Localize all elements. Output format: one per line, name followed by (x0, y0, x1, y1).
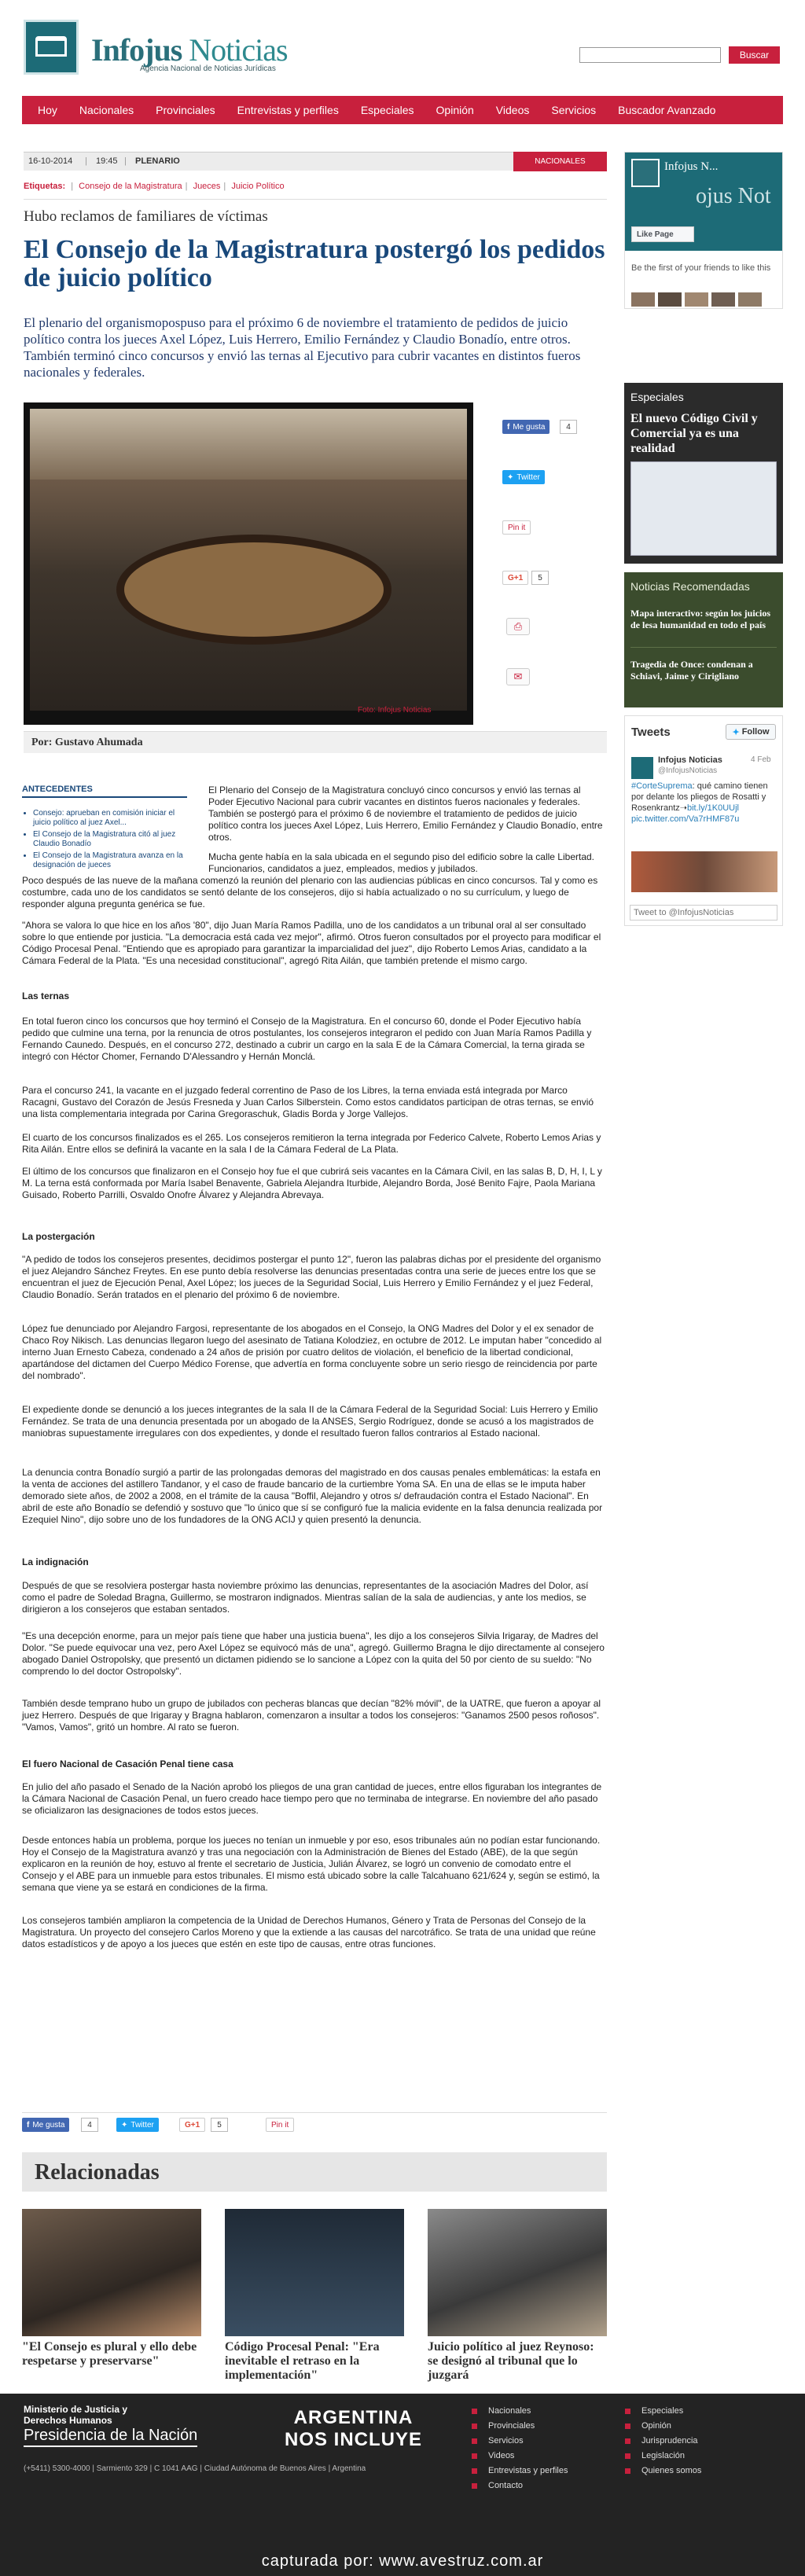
paragraph: Los consejeros también ampliaron la competencia de la Unidad de Derechos Humanos, Género y Trata de Personas del Consejo de la Magistratura. Un proyecto del consejero Carlos Moreno y que la extiende a las causas del narcotráfico. Se trata de una unidad que reúne datos estadísticos y de apoyo a los jueces que estén en este tipo de causas, entre otras funciones. (22, 1915, 596, 1949)
twitter-button[interactable]: ✦ Twitter (502, 470, 545, 484)
especiales-title: Especiales (630, 391, 684, 403)
tags-row: Etiquetas: | Consejo de la Magistratura | Jueces | Juicio Político (24, 182, 285, 191)
footer-link[interactable]: Jurisprudencia (625, 2434, 701, 2449)
tag-link[interactable]: Juicio Político (231, 182, 285, 191)
paragraph: El Plenario del Consejo de la Magistratura concluyó cinco concursos y envió las ternas al Poder Ejecutivo Nacional para cubrir vacantes en distintos fueros nacionales y federales. También se postergó para el próximo 6 de noviembre el tratamiento de pedidos de juicio político contra los jueces Axel López, Luis Herrero, Emilio Fernández y Claudio Bonadío, entre otros. (208, 785, 603, 843)
article-kicker: Hubo reclamos de familiares de víctimas (24, 208, 268, 225)
search-input[interactable] (579, 47, 721, 63)
nav-item-servicios[interactable]: Servicios (551, 104, 597, 116)
section-heading: Las ternas (22, 990, 70, 1001)
friend-avatar (738, 292, 762, 307)
paragraph: En total fueron cinco los concursos que hoy terminó el Consejo de la Magistratura. En el concurso 60, donde el Poder Ejecutivo había pedido que culmine una terna, por la renuncia de otros postulantes, los consejeros integraron el pedido con Juan María Ramos Padilla y Fernando Caunedo. Después, en el concurso 272, destinado a cubrir un cargo en la sala E de la Cámara Comercial, la terna girada se integró con Héctor Chomer, Fernando D'Alessandro y Hernán Monclá. (22, 1016, 592, 1062)
site-name-a: Infojus (91, 32, 182, 68)
site-name[interactable] (91, 31, 288, 68)
nav-item-nacionales[interactable]: Nacionales (79, 104, 134, 116)
pinterest-button[interactable]: Pin it (266, 2118, 294, 2132)
footer-argentina-logo[interactable]: ARGENTINA NOS INCLUYE (285, 2407, 423, 2450)
tag-link[interactable]: Jueces (193, 182, 221, 191)
nav-item-especiales[interactable]: Especiales (360, 104, 414, 116)
fb-avatar (631, 159, 660, 187)
article-headline: El Consejo de la Magistratura postergó los pedidos de juicio político (24, 235, 605, 292)
fb-cover-text: ojus Not (696, 184, 771, 208)
footer-col-1 (472, 2404, 568, 2493)
article-photo-frame (24, 402, 473, 725)
nav-item-entrevistas[interactable]: Entrevistas y perfiles (237, 104, 339, 116)
facebook-icon: f (507, 422, 510, 432)
site-logo-icon[interactable] (24, 20, 79, 75)
paragraph: La denuncia contra Bonadío surgió a partir de las prolongadas demoras del magistrado en dos causas penales emblemáticas: la estafa en la venta de acciones del astillero Tandanor, y el caso de fraude bancario de la curtiembre Yoma SA. En una de ellas se le imputa haber demorado siete años, de 2002 a 2008, en el trámite de la causa "Boffil, Alejandro y otros s/ defraudación contra el Estado Nacional". En abril de este año Bonadío se defendió y sostuvo que "lo único que sí se configuró fue la malicia evidente en la falsa denuncia realizada por Ezequiel Nino", dijo sobre uno de los fundadores de la ONG ACIJ y quien presentó la denuncia. (22, 1467, 603, 1525)
antecedentes-box (22, 785, 187, 873)
footer-link[interactable]: Nacionales (472, 2404, 568, 2419)
footer-link[interactable]: Quienes somos (625, 2464, 701, 2479)
paragraph: "Es una decepción enorme, para un mejor país tiene que haber una justicia buena", les dijo a los consejeros Silvia Irigaray, de Madres del Dolor. "Se puede equivocar una vez, pero Axel López se equivocó más de una", agregó. Guillermo Bragna le dijo directamente al consejero abogado Daniel Ostropolsky, que presentó un dictamen pidiendo se lo sancione a López con la quita del 50 por ciento de su sueldo: "No comprendo lo del doctor Ostropolsky". (22, 1630, 605, 1677)
antecedente-link[interactable]: • Consejo: aprueban en comisión iniciar el juicio político al juez Axel... (33, 809, 187, 828)
antecedente-link[interactable]: • El Consejo de la Magistratura citó al juez Claudio Bonadío (33, 830, 187, 849)
twitter-widget (624, 715, 783, 926)
especiales-image[interactable] (630, 461, 777, 556)
friend-avatar (658, 292, 682, 307)
tweet-to-input[interactable] (630, 905, 777, 921)
footer-link[interactable]: Opinión (625, 2419, 701, 2434)
tweet-text: #CorteSuprema: qué camino tienen por delante los pliegos de Rosatti y Rosenkrantz➝bit.ly/1K0UUjl pic.twitter.com/Va7rHMF87u (631, 781, 768, 824)
paragraph: Después de que se resolviera postergar hasta noviembre próximo las denuncias, representantes de la asociación Madres del Dolor, así como el padre de Soledad Bragna, Guillermo, se mostraron indignados. Mientras salían de la sala de audiencias, y ante los medios, se dirigieron a los consejeros que estaban sentados. (22, 1580, 589, 1615)
related-caption[interactable]: "El Consejo es plural y ello debe respetarse y preservarse" (22, 2340, 197, 2368)
fb-count: 4 (81, 2118, 98, 2132)
pinterest-button[interactable]: Pin it (502, 520, 531, 535)
gplus-count: 5 (211, 2118, 228, 2132)
tweet-handle: @InfojusNoticias (658, 766, 718, 775)
book-icon (35, 36, 67, 57)
tweet-link[interactable]: bit.ly/1K0UUjl (686, 803, 739, 813)
section-heading: La postergación (22, 1231, 95, 1242)
footer-ministry[interactable]: Ministerio de Justicia y Derechos Humanos (24, 2404, 128, 2426)
fb-like-button[interactable]: f Me gusta (502, 420, 550, 434)
tweets-title: Tweets (631, 726, 671, 739)
footer-link[interactable]: Servicios (472, 2434, 568, 2449)
friend-avatar (631, 292, 655, 307)
section-heading: El fuero Nacional de Casación Penal tiene casa (22, 1758, 233, 1769)
site-subtitle: Agencia Nacional de Noticias Jurídicas (140, 64, 276, 73)
site-name-b: Noticias (189, 32, 288, 68)
tags-label: Etiquetas: (24, 182, 66, 191)
footer-address: (+5411) 5300-4000 | Sarmiento 329 | C 1041 AAG | Ciudad Autónoma de Buenos Aires | Argentina (24, 2464, 366, 2473)
nav-item-hoy[interactable]: Hoy (38, 104, 57, 116)
related-image[interactable] (428, 2209, 607, 2336)
paragraph: El cuarto de los concursos finalizados es el 265. Los consejeros remitieron la terna integrada por Federico Calvete, Roberto Lemos Arias y Rita Ailán. Entre ellos se definirá la vacante en la sala I de la Cámara Federal de La Plata. (22, 1132, 601, 1155)
footer-link[interactable]: Contacto (472, 2479, 568, 2493)
search-button[interactable]: Buscar (729, 46, 780, 64)
print-icon[interactable]: ⎙ (506, 618, 530, 635)
twitter-icon: ✦ (732, 727, 740, 737)
paragraph: El último de los concursos que finalizaron en el Consejo hoy fue el que cubrirá seis vacantes en la Cámara Civil, en las salas B, D, H, I, L y M. La terna está conformada por María Isabel Benavente, Gabriela Alejandra Iturbide, Alejandro Borda, José Benito Fajre, Paola Mariana Guisado, Roberto Parrilli, Osvaldo Onofre Álvarez y Alejandra Abrevaya. (22, 1166, 602, 1200)
paragraph: El expediente donde se denunció a los jueces integrantes de la sala II de la Cámara Federal de la Seguridad Social: Luis Herrero y Emilio Fernández. Se trata de una denuncia presentada por un abogado de la ANSES, Sergio Rodríguez, donde se acusó a los magistrados de maniobras supuestamente irregulares con dos expedientes, y donde el resultado fueron fallos contrarios al Estado nacional. (22, 1404, 598, 1439)
divider (630, 647, 777, 648)
gplus-button[interactable]: G+1 (179, 2118, 205, 2132)
category-badge[interactable]: NACIONALES (513, 152, 607, 171)
recommended-link[interactable]: Mapa interactivo: según los juicios de lesa humanidad en todo el país (630, 608, 770, 630)
email-icon[interactable]: ✉ (506, 668, 530, 685)
paragraph: En julio del año pasado el Senado de la Nación aprobó los pliegos de una gran cantidad de jueces, entre ellos figuraban los integrantes de la Cámara Nacional de Casación Penal, un fuero creado hace tiempo pero que no terminaba de integrarse. En noviembre del año pasado se oficializaron las designaciones de todos estos jueces. (22, 1781, 602, 1816)
article-photo[interactable] (30, 409, 467, 711)
antecedentes-title: ANTECEDENTES (22, 785, 187, 798)
twitter-button[interactable]: ✦ Twitter (116, 2118, 159, 2132)
tweet-hashtag[interactable]: #CorteSuprema (631, 781, 693, 791)
fb-page-title[interactable]: Infojus N... (664, 160, 719, 173)
fb-like-page-button[interactable]: Like Page (631, 226, 694, 242)
friend-avatar (685, 292, 708, 307)
meta-sep: | (124, 156, 127, 166)
tweet-image[interactable] (631, 851, 777, 892)
twitter-icon: ✦ (507, 472, 514, 482)
especiales-headline[interactable]: El nuevo Código Civil y Comercial ya es una realidad (630, 412, 758, 455)
footer-link[interactable]: Entrevistas y perfiles (472, 2464, 568, 2479)
article-time: 19:45 (96, 156, 118, 166)
related-caption[interactable]: Juicio político al juez Reynoso: se designó al tribunal que lo juzgará (428, 2340, 594, 2382)
paragraph: "A pedido de todos los consejeros presentes, decidimos postergar el punto 12", fueron las palabras dichas por el presidente del organismo el juez Alejandro Sánchez Freytes. En ese punto debía resolverse las denuncias presentadas contra una serie de jueces entre los que se encuentran el juez de Ejecución Penal, Axel López; los jueces de la Seguridad Social, Luis Herrero y Emilio Fernández y el juez Federal, Claudio Bonadío. Serán tratados en el plenario del próximo 6 de noviembre. (22, 1254, 601, 1300)
footer-link[interactable]: Legislación (625, 2449, 701, 2464)
paragraph: Mucha gente había en la sala ubicada en el segundo piso del edificio sobre la calle Libertad. Funcionarios, candidatos a juez, empleados, medios y jubilados. (208, 851, 595, 874)
tag-link[interactable]: Consejo de la Magistratura (79, 182, 182, 191)
recommended-box (624, 572, 783, 707)
fb-friends-text: Be the first of your friends to like this (631, 263, 771, 273)
gplus-count: 5 (531, 571, 549, 585)
nav-item-provinciales[interactable]: Provinciales (156, 104, 215, 116)
capture-credit: capturada por: www.avestruz.com.ar (261, 2552, 544, 2570)
footer-link[interactable]: Especiales (625, 2404, 701, 2419)
tweet-link[interactable]: pic.twitter.com/Va7rHMF87u (631, 814, 740, 824)
facebook-page-widget (624, 152, 783, 309)
paragraph: López fue denunciado por Alejandro Fargosi, representante de los abogados en el Consejo, la ONG Madres del Dolor y el ex senador de Chaco Roy Nikisch. Las denuncias llegaron luego del asesinato de Tatiana Kolodziez, en octubre de 2012. Le imputan haber "concedido al interno Juan Ernesto Cabeza, condenado a 24 años de prisión por cuatro delitos de violación, el beneficio de la libertad condicional, apartándose del dictamen del Cuerpo Médico Forense, que advertía en forma concluyente sobre un serio riesgo de reincidencia por parte del nombrado". (22, 1323, 602, 1381)
paragraph: "Ahora se valora lo que hice en los años '80", dijo Juan María Ramos Padilla, uno de los candidatos a un tribunal oral al ser consultado sobre lo que entiende por justicia. "La democracia está cada vez mejor", afirmó. Otros fueron consultados por el proyecto para modificar el Código Procesal Penal. "Entiendo que es apropiado para garantizar la imparcialidad del juez", dijo Roberto Lemos Arias, candidato a la Cámara Federal de la Plata. "Es una necesidad constitucional", agregó Rita Ailán, que también pretende el mismo cargo. (22, 920, 601, 966)
footer-presidencia[interactable]: Presidencia de la Nación (24, 2427, 197, 2447)
facebook-icon: f (27, 2120, 30, 2130)
section-heading: La indignación (22, 1556, 89, 1567)
footer-col-2 (625, 2404, 701, 2479)
twitter-icon: ✦ (121, 2120, 128, 2130)
nav-item-buscador[interactable]: Buscador Avanzado (618, 104, 716, 116)
paragraph: Desde entonces había un problema, porque los jueces no tenían un inmueble y por eso, esos tribunales aún no podían estar funcionando. Hoy el Consejo de la Magistratura avanzó y tras una negociación con la Administración de Bienes del Estado (ABE), de la que según explicaron en la reunión de hoy, estuvo al frente el secretario de Justicia, Julián Álvarez, se logró un convenio de comodato entre el Consejo y el ABE para un inmueble para estos tribunales. El mismo está ubicado sobre la calle Talcahuano 621/624 y, según se estimó, la semana que viene ya se estará en condiciones de la firma. (22, 1835, 601, 1893)
paragraph: Poco después de las nueve de la mañana comenzó la reunión del plenario con las audiencias públicas en cinco concursos. Tal y como es costumbre, cada uno de los candidatos se sentó delante de los consejeros, dijo si había actualizado o no su currículum, y luego de responder alguna pregunta genérica se fue. (22, 875, 598, 910)
especiales-box (624, 383, 783, 564)
related-image[interactable] (225, 2209, 404, 2336)
photo-credit: Foto: Infojus Noticias (358, 706, 432, 715)
tweet-date[interactable]: 4 Feb (751, 755, 771, 764)
bottom-share-bar (22, 2112, 607, 2131)
related-title: Relacionadas (35, 2160, 160, 2185)
fb-cover (625, 153, 782, 251)
related-image[interactable] (22, 2209, 201, 2336)
paragraph: Para el concurso 241, la vacante en el juzgado federal correntino de Paso de los Libres, la terna enviada está integrada por Marco Racagni, Gustavo del Corazón de Jesús Fresneda y Juan Carlos Silberstein. Como estos candidatos participan de otras ternas, se envió una lista complementaria integrada por Carina Gregoraschuk, Gladis Borda y Jorge Vallejos. (22, 1085, 594, 1119)
footer-link[interactable]: Videos (472, 2449, 568, 2464)
related-caption[interactable]: Código Procesal Penal: "Era inevitable el retraso en la implementación" (225, 2340, 380, 2382)
friend-avatar (711, 292, 735, 307)
footer-link[interactable]: Provinciales (472, 2419, 568, 2434)
recommended-title: Noticias Recomendadas (630, 580, 750, 593)
paragraph: También desde temprano hubo un grupo de jubilados con pecheras blancas que decían "82% móvil", de la UATRE, que fueron a apoyar al juez Herrero. Después de que Irigaray y Bragna hablaron, comenzaron a insultar a todos los consejeros: "Ganamos 2500 pesos roñosos". "Vamos, Vamos", gritó un hombre. Al rato se fueron. (22, 1698, 601, 1733)
antecedente-link[interactable]: • El Consejo de la Magistratura avanza en la designación de jueces (33, 851, 187, 870)
twitter-follow-button[interactable]: ✦ Follow (726, 724, 776, 740)
recommended-link[interactable]: Tragedia de Once: condenan a Schiavi, Jaime y Cirigliano (630, 659, 753, 682)
fb-count: 4 (560, 420, 577, 434)
byline: Por: Gustavo Ahumada (31, 737, 143, 748)
nav-item-videos[interactable]: Videos (495, 104, 530, 116)
meta-sep: | (85, 156, 87, 166)
article-section: PLENARIO (135, 156, 180, 166)
divider (24, 199, 607, 200)
tweet-author[interactable]: Infojus Noticias (658, 755, 722, 765)
article-date: 16-10-2014 (28, 156, 73, 166)
main-nav (22, 96, 783, 124)
nav-item-opinion[interactable]: Opinión (436, 104, 474, 116)
gplus-button[interactable]: G+1 (502, 571, 528, 585)
tweet-avatar[interactable] (631, 757, 653, 779)
article-lead: El plenario del organismopospuso para el próximo 6 de noviembre el tratamiento de pedidos de juicio político contra los jueces Axel López, Luis Herrero, Emilio Fernández y Claudio Bonadío, entre otros. También terminó cinco concursos y envió las ternas al Ejecutivo para cubrir vacantes en distintos fueros nacionales y federales. (24, 315, 581, 380)
fb-like-button[interactable]: f Me gusta (22, 2118, 69, 2132)
